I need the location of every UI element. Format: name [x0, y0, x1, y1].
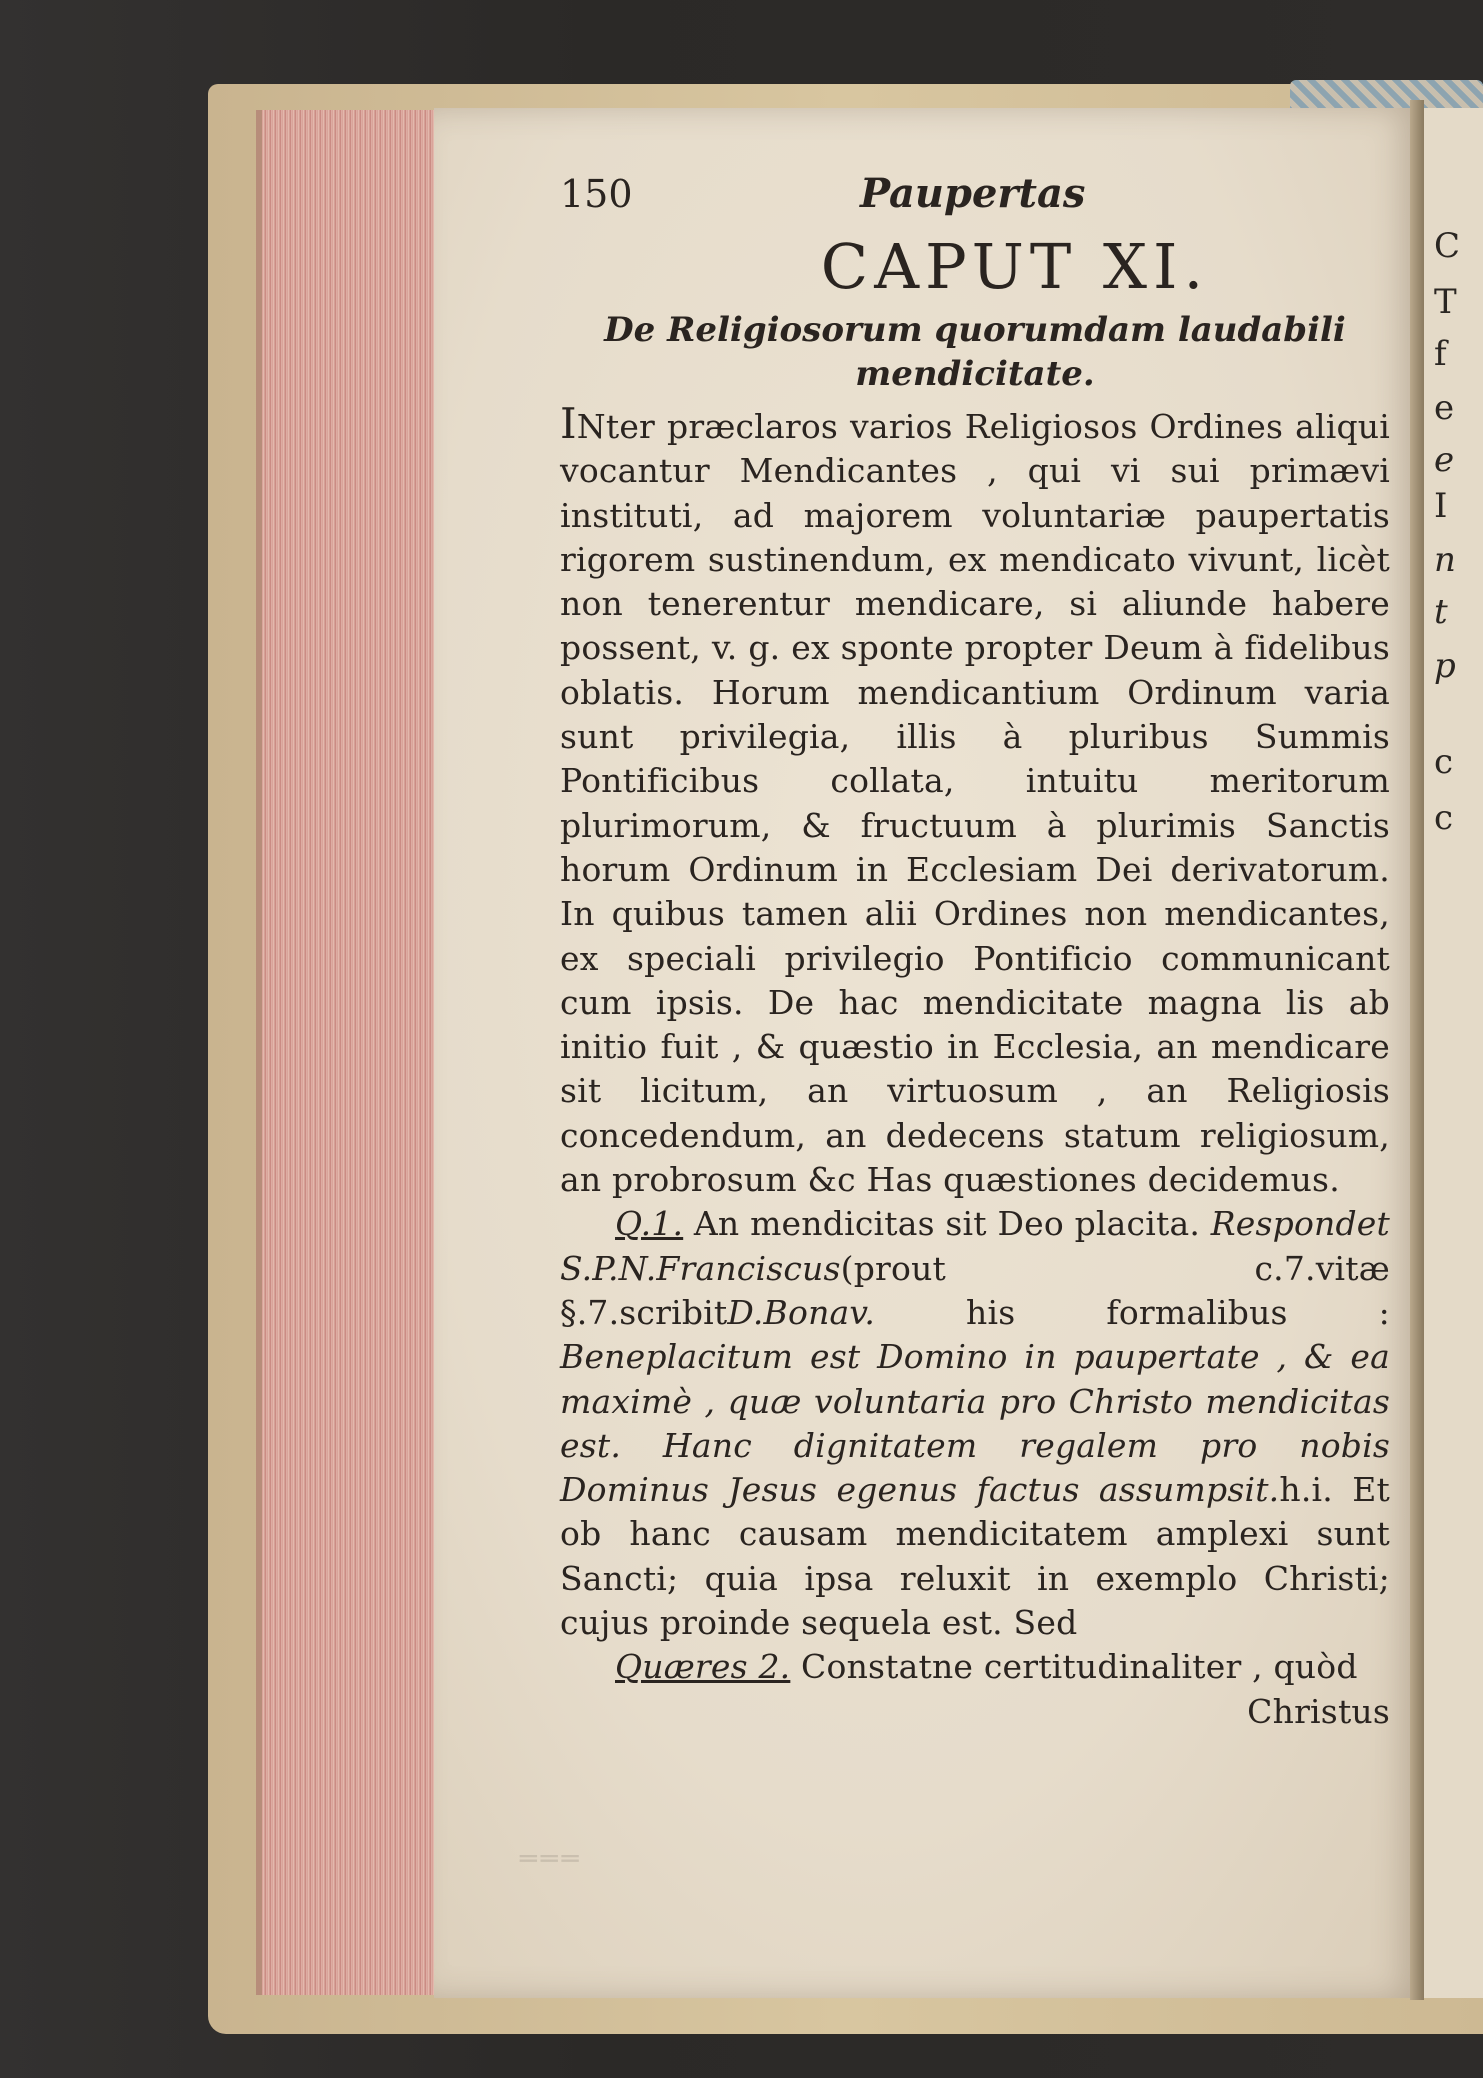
- facing-page-edge: [1424, 108, 1483, 1998]
- facing-letter: I: [1434, 486, 1448, 526]
- facing-letter: f: [1434, 334, 1447, 374]
- running-head: [560, 170, 1390, 226]
- intro-paragraph: [560, 399, 1390, 1202]
- initial-letter: I: [560, 399, 577, 448]
- running-title: Paupertas: [860, 170, 1086, 217]
- question-1: [560, 1202, 1390, 1645]
- question-1-label: Q.1.: [615, 1204, 684, 1244]
- facing-letter: n: [1434, 540, 1456, 580]
- author-ref: D.Bonav.: [727, 1292, 876, 1332]
- source-ref: (prout c.7.vitæ §.7.scribit: [560, 1248, 1390, 1332]
- faint-stamp-mark: ═══: [520, 1842, 583, 1875]
- intro-text: Nter præclaros varios Religiosos Ordines aliqui vocantur Mendicantes , qui vi sui primævi instituti, ad majorem voluntariæ paupertatis rigorem sustinendum, ex mendicato vivunt, licèt non tenerentur mendicare, si aliunde habere possent, v. g. ex sponte propter Deum à fidelibus oblatis. Horum mendicantium Ordinum varia sunt privilegia, illis à pluribus Summis Pontificibus collata, intuitu meritorum plurimorum, & fructuum à plurimis Sanctis horum Ordinum in Ecclesiam Dei derivatorum. In quibus tamen alii Ordines non mendicantes, ex speciali privilegio Pontificio communicant cum ipsis. De hac mendicitate magna lis ab initio fuit , & quæstio in Ecclesia, an mendicare sit licitum, an virtuosum , an Religiosis concedendum, an dedecens statum religiosum, an probrosum &c Has quæstiones decidemus.: [560, 407, 1390, 1200]
- catchword: Christus: [1247, 1691, 1390, 1731]
- page-number: 150: [560, 172, 633, 216]
- chapter-subtitle: De Religiosorum quorumdam laudabili mendicitate.: [604, 310, 1346, 394]
- facing-letter: p: [1434, 646, 1456, 686]
- facing-letter: t: [1434, 592, 1448, 632]
- gutter: [1410, 100, 1424, 2000]
- respondet: Respondet S.P.N.Franciscus: [560, 1204, 1390, 1288]
- body-text: [560, 399, 1390, 1734]
- chapter-heading: CAPUT XI.: [820, 230, 1210, 303]
- question-2: [560, 1645, 1390, 1689]
- quotation: Beneplacitum est Domino in paupertate , & ea maximè , quæ voluntaria pro Christo mendicitas est. Hanc dignitatem regalem pro nobis Dominus Jesus egenus factus assumpsit.: [560, 1337, 1390, 1510]
- page-edges: [256, 110, 440, 1995]
- quote-intro: his formalibus :: [966, 1292, 1390, 1332]
- facing-letter: e: [1434, 388, 1455, 428]
- page-text-block: [560, 170, 1390, 1734]
- facing-letter: T: [1434, 282, 1457, 322]
- question-2-label: Quæres 2.: [615, 1647, 791, 1687]
- question-1-close: h.i. Et ob hanc causam mendicitatem amplexi sunt Sancti; quia ipsa reluxit in exemplo Christi; cujus proinde sequela est. Sed: [560, 1470, 1390, 1643]
- facing-letter: c: [1434, 742, 1454, 782]
- question-2-text: Constatne certitudinaliter , quòd: [801, 1647, 1358, 1687]
- facing-letter: C: [1434, 226, 1461, 266]
- facing-letter: e: [1434, 440, 1455, 480]
- question-1-text: An mendicitas sit Deo placita.: [693, 1204, 1201, 1244]
- facing-letter: c: [1434, 798, 1454, 838]
